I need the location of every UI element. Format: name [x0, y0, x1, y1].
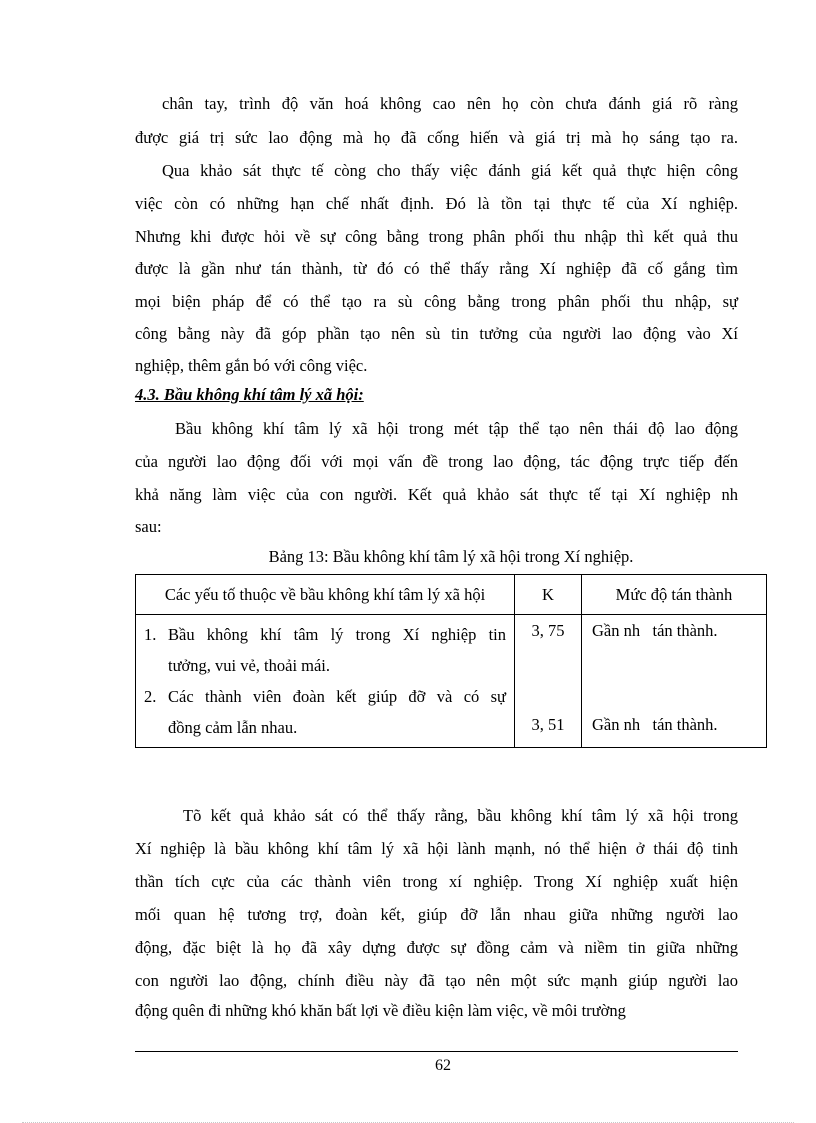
paragraph-line: việc còn có những hạn chế nhất định. Đó là tồn tại thực tế của Xí nghiệp.: [135, 194, 738, 213]
page-number: 62: [435, 1057, 451, 1074]
paragraph-line: công bằng này đã góp phần tạo nên sù tin tưởng của người lao động vào Xí: [135, 324, 738, 343]
list-item: [144, 681, 506, 743]
item-text: đồng cảm lẫn nhau.: [168, 718, 298, 737]
paragraph-line: Nhưng khi được hỏi về sự công bằng trong phân phối thu nhập thì kết quả thu: [135, 227, 738, 246]
header-level: Mức độ tán thành: [582, 575, 767, 615]
conclusion-line: Xí nghiệp là bầu không khí tâm lý xã hội lành mạnh, nó thể hiện ở thái độ tinh: [135, 839, 738, 858]
conclusion-line: động, đặc biệt là họ đã xây dựng được sự đồng cảm và niềm tin giữa những: [135, 938, 738, 957]
table-caption: Bảng 13: Bầu không khí tâm lý xã hội trong Xí nghiệp.: [268, 547, 634, 566]
table-row: [136, 615, 767, 748]
k-value: 3, 51: [531, 715, 565, 734]
header-k: K: [515, 575, 582, 615]
level-value: Gần nh tán thành.: [592, 621, 718, 640]
paragraph-line: mọi biện pháp để có thể tạo ra sù công bằng trong phân phối thu nhập, sự: [135, 292, 738, 311]
paragraph-line: chân tay, trình độ văn hoá không cao nên họ còn chưa đánh giá rõ ràng: [162, 94, 738, 113]
conclusion-line: mối quan hệ tương trợ, đoàn kết, giúp đỡ lẫn nhau giữa những người lao: [135, 905, 738, 924]
k-value: 3, 75: [531, 621, 565, 640]
intro-line: sau:: [135, 517, 162, 536]
item-text: Các thành viên đoàn kết giúp đỡ và có sự: [168, 687, 506, 706]
paragraph-line: được giá trị sức lao động mà họ đã cống hiến và giá trị mà họ sáng tạo ra.: [135, 128, 738, 147]
conclusion-line: Tõ kết quả khảo sát có thể thấy rằng, bầu không khí tâm lý xã hội trong: [183, 806, 738, 825]
footer-divider: [135, 1051, 738, 1052]
header-factors: Các yếu tố thuộc về bầu không khí tâm lý xã hội: [136, 575, 515, 615]
k-cell: [515, 615, 582, 748]
table-header-row: [136, 575, 767, 615]
level-value: Gần nh tán thành.: [592, 715, 718, 734]
survey-table: [135, 574, 767, 748]
item-number: 2.: [144, 687, 157, 706]
paragraph-line: nghiệp, thêm gắn bó với công việc.: [135, 356, 368, 375]
conclusion-line: động quên đi những khó khăn bất lợi về điều kiện làm việc, về môi trường: [135, 1001, 626, 1020]
level-cell: [582, 615, 767, 748]
item-text: Bầu không khí tâm lý trong Xí nghiệp tin: [168, 625, 506, 644]
paragraph-line: Qua khảo sát thực tế còng cho thấy việc đánh giá kết quả thực hiện công: [162, 161, 738, 180]
intro-line: khả năng làm việc của con người. Kết quả khảo sát thực tế tại Xí nghiệp nh: [135, 485, 738, 504]
item-number: 1.: [144, 625, 157, 644]
intro-line: của người lao động đối với mọi vấn đề trong lao động, tác động trực tiếp đến: [135, 452, 738, 471]
factors-cell: [136, 615, 515, 748]
intro-line: Bầu không khí tâm lý xã hội trong mét tập thể tạo nên thái độ lao động: [175, 419, 738, 438]
list-item: [144, 619, 506, 681]
item-text: tưởng, vui vẻ, thoải mái.: [168, 656, 331, 675]
section-heading: 4.3. Bầu không khí tâm lý xã hội:: [135, 385, 364, 404]
conclusion-line: thần tích cực của các thành viên trong xí nghiệp. Trong Xí nghiệp xuất hiện: [135, 872, 738, 891]
paragraph-line: được là gần như tán thành, từ đó có thể thấy rằng Xí nghiệp đã cố gắng tìm: [135, 259, 738, 278]
conclusion-line: con người lao động, chính điều này đã tạo nên một sức mạnh giúp người lao: [135, 971, 738, 990]
